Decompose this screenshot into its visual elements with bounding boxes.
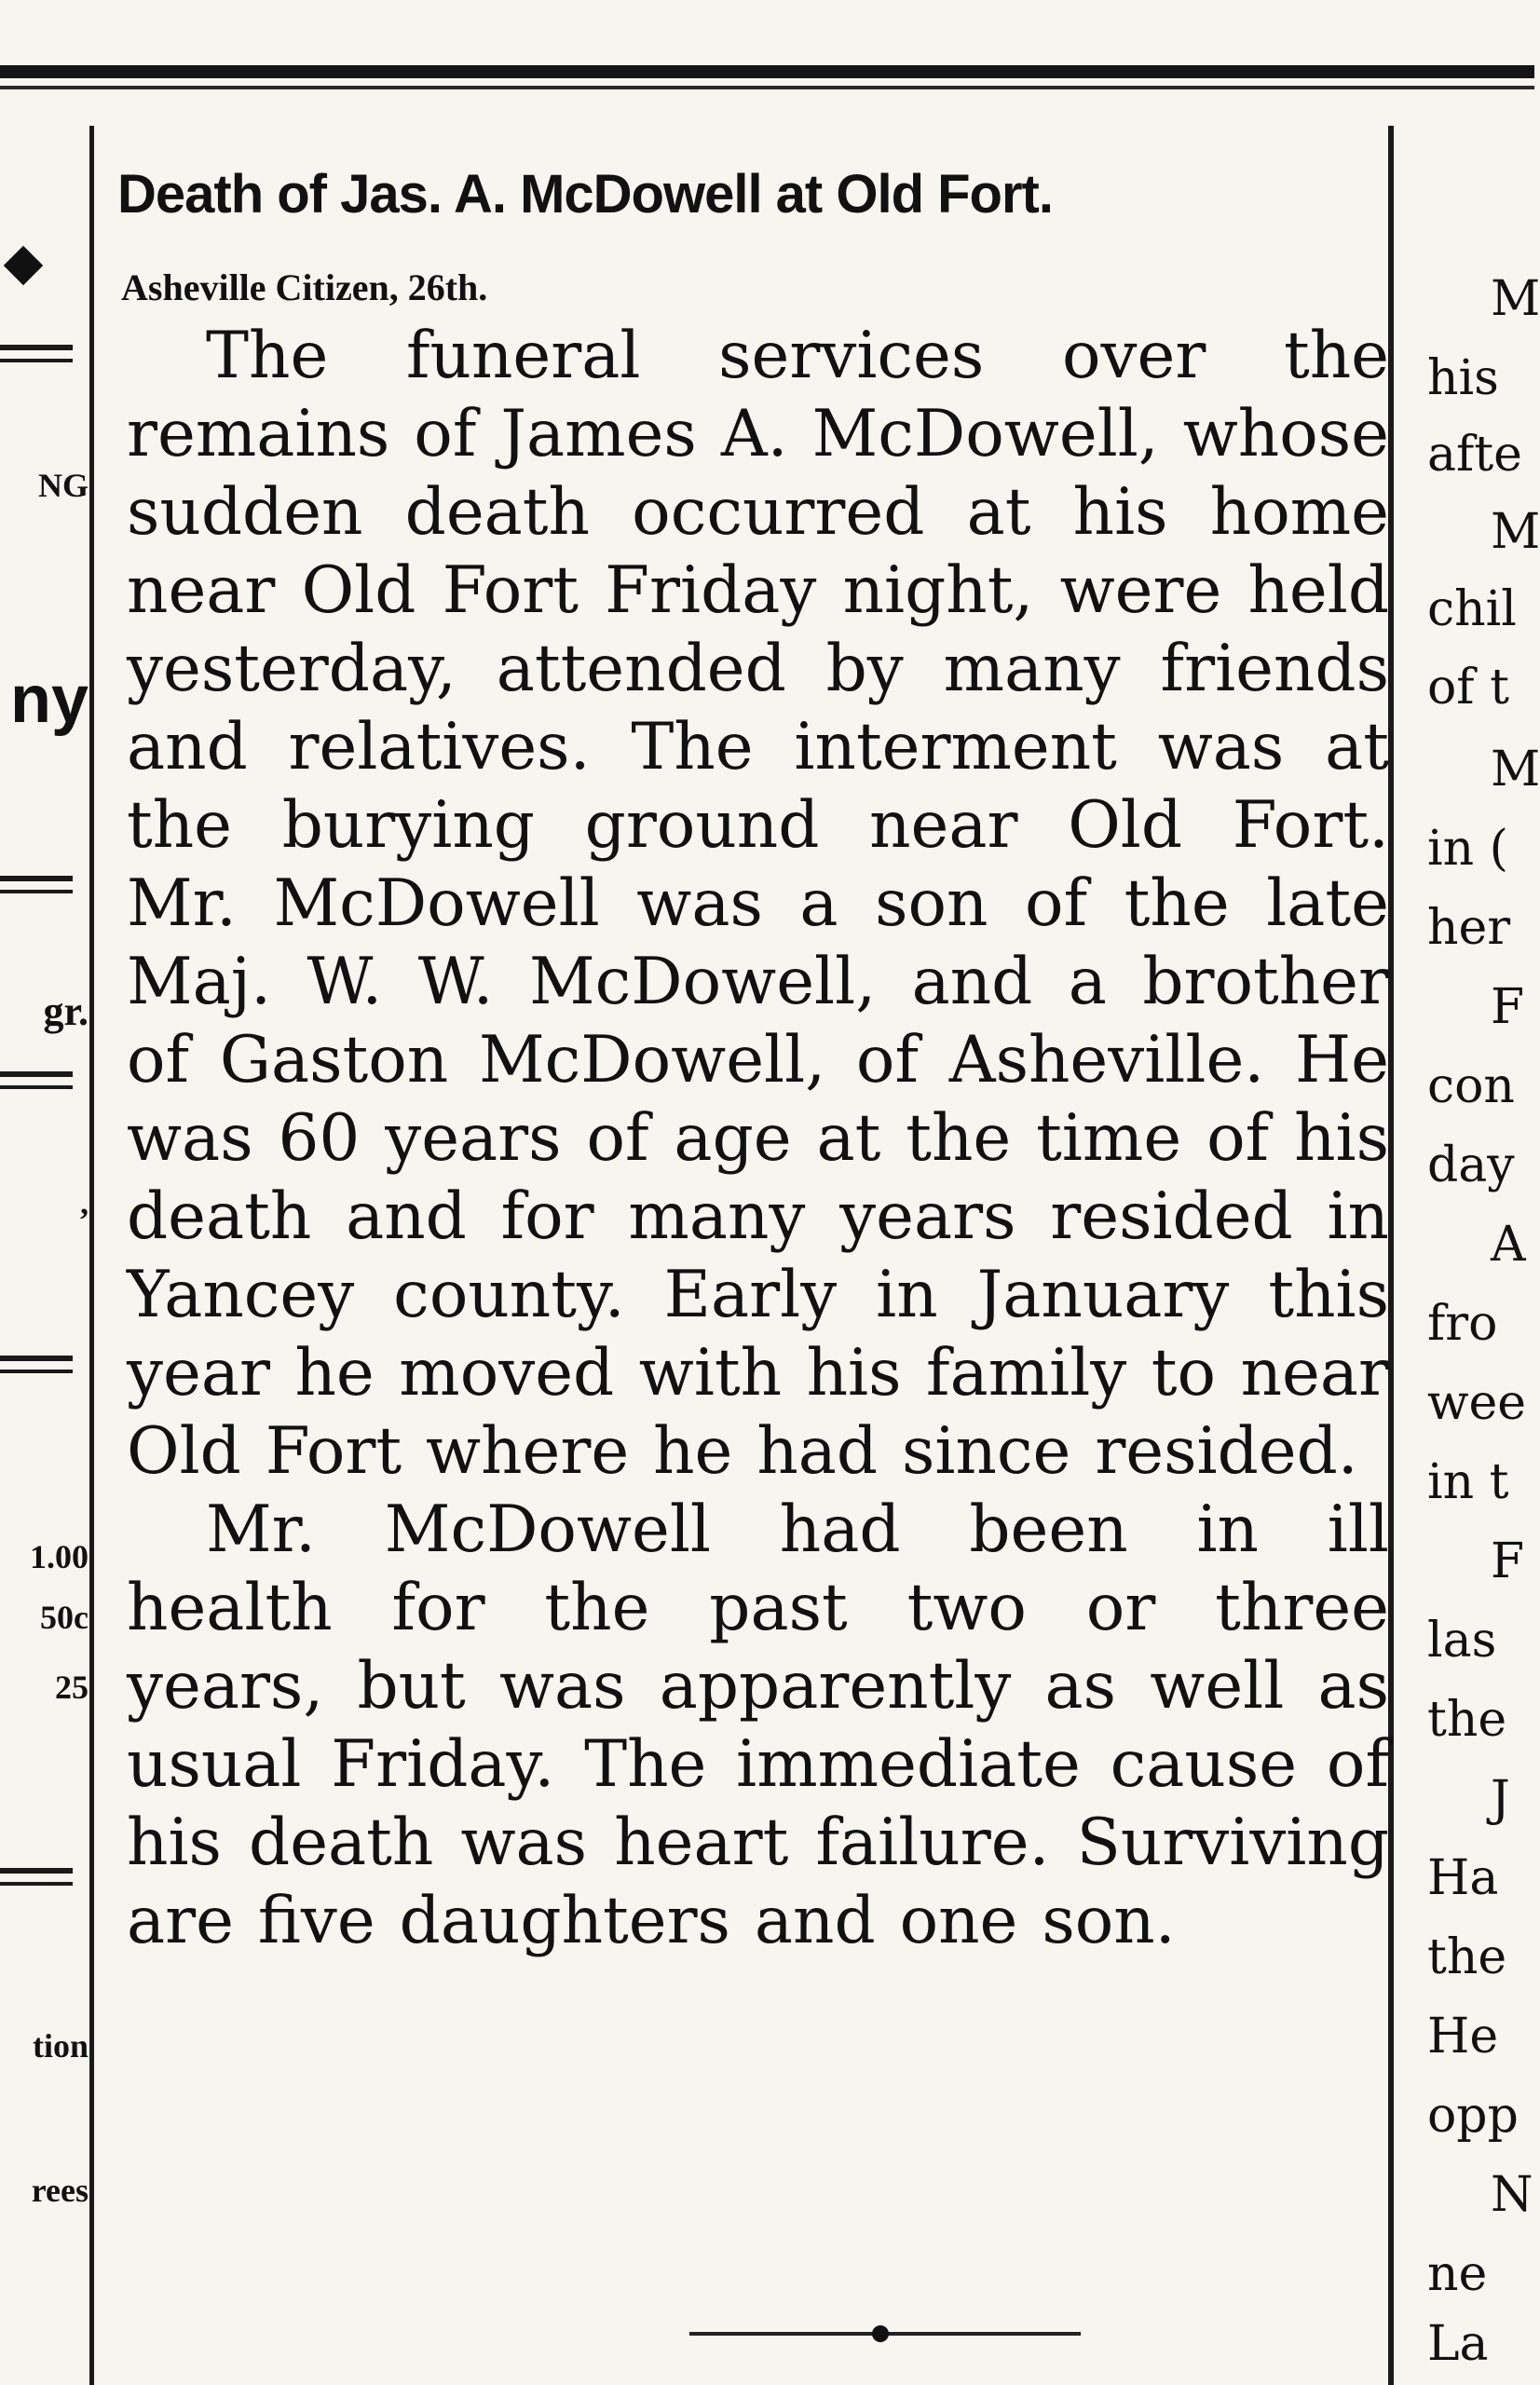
right-frag: La (1427, 2316, 1489, 2372)
right-frag: J (1491, 1771, 1510, 1827)
left-rule (0, 1071, 73, 1077)
left-frag-25: 25 (55, 1669, 89, 1706)
right-frag: in t (1427, 1454, 1509, 1510)
left-rule (0, 1370, 73, 1373)
right-frag: in ( (1427, 821, 1508, 877)
right-frag: afte (1427, 427, 1522, 483)
top-rule-thin (0, 86, 1534, 89)
left-frag-gr: gr. (43, 988, 89, 1034)
left-rule (0, 1868, 73, 1874)
article-paragraph: Mr. McDowell had been in ill health for the past two or three years, but was apparently as well as usual Friday. The immediate cause of his death was heart failure. Surviving are five daughters and one son. (127, 1492, 1389, 1958)
left-rule (0, 1356, 73, 1361)
top-rule (0, 65, 1534, 78)
left-frag-ny: ny (9, 662, 89, 737)
left-frag-ng: NG (38, 467, 89, 504)
right-frag: day (1427, 1138, 1515, 1193)
left-rule (0, 876, 73, 881)
left-rule (0, 359, 73, 362)
right-frag: N (1491, 2167, 1533, 2223)
left-rule (0, 345, 73, 350)
left-frag-rees: rees (31, 2172, 89, 2209)
right-frag: M (1491, 504, 1540, 560)
right-frag: the (1427, 1929, 1507, 1985)
right-frag: of t (1427, 660, 1509, 716)
column-rule-left (89, 126, 94, 2385)
right-frag: M (1491, 271, 1540, 327)
right-frag: ne (1427, 2246, 1488, 2302)
left-frag-tion: tion (32, 2027, 89, 2065)
article-paragraph: The funeral services over the remains of James A. McDowell, whose sudden death occurred at his home near Old Fort Friday night, were held yesterday, attended by many friends and relatives. The interment was at the burying ground near Old Fort. Mr. McDowell was a son of the late Maj. W. W. McDowell, and a brother of Gaston McDowell, of Asheville. He was 60 years of age at the time of his death and for many years resided in Yancey county. Early in January this year he moved with his family to near Old Fort where he had since resided. (127, 319, 1389, 1489)
right-frag: las (1427, 1613, 1497, 1669)
left-rule (0, 1882, 73, 1886)
right-frag: Ha (1427, 1850, 1499, 1906)
right-frag: F (1491, 979, 1525, 1035)
left-frag-comma: , (80, 1184, 89, 1221)
article-headline: Death of Jas. A. McDowell at Old Fort. (117, 164, 1053, 225)
right-frag: M (1491, 742, 1540, 797)
right-frag: F (1491, 1533, 1525, 1589)
article-body (127, 317, 1389, 1960)
right-frag: con (1427, 1058, 1515, 1114)
right-frag: his (1427, 350, 1499, 406)
right-frag: chil (1427, 581, 1517, 637)
article-source: Asheville Citizen, 26th. (121, 266, 488, 308)
separator-dot-icon (872, 2325, 889, 2342)
right-frag: fro (1427, 1296, 1498, 1352)
right-frag: her (1427, 900, 1511, 956)
right-frag: A (1491, 1217, 1526, 1273)
right-frag: the (1427, 1692, 1507, 1748)
right-frag: He (1427, 2009, 1499, 2065)
left-rule (0, 890, 73, 893)
diamond-ornament-icon (4, 246, 43, 285)
left-frag-100: 1.00 (30, 1538, 89, 1575)
right-frag: opp (1427, 2088, 1519, 2144)
left-rule (0, 1085, 73, 1089)
right-frag: wee (1427, 1375, 1527, 1431)
left-frag-50c: 50c (40, 1599, 89, 1636)
